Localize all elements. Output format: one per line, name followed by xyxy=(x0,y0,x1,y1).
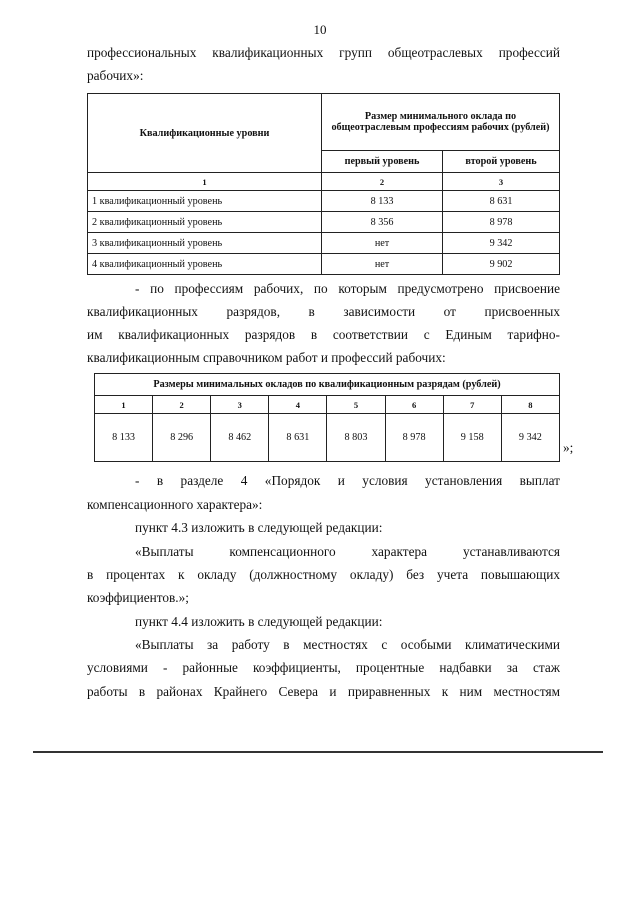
col-num-1: 1 xyxy=(88,173,322,191)
header-min-salary: Размер минимального оклада по общеотраслевым профессиям рабочих (рублей) xyxy=(322,94,560,151)
body-line-2: компенсационного характера»: xyxy=(87,497,263,512)
para2-line-1: - по профессиям рабочих, по которым предусмотрено присвоение xyxy=(135,281,560,296)
table-row xyxy=(88,212,560,233)
header-qualification-levels: Квалификационные уровни xyxy=(88,94,322,173)
intro-line-1: профессиональных квалификационных групп общеотраслевых профессий xyxy=(87,45,560,60)
body-line-7: пункт 4.4 изложить в следующей редакции: xyxy=(135,614,383,629)
grade-header: 7 xyxy=(443,396,501,414)
row-second-value: 9 902 xyxy=(443,254,560,275)
grade-header: 1 xyxy=(95,396,153,414)
header-first-level: первый уровень xyxy=(322,151,443,173)
grade-value: 9 158 xyxy=(443,414,501,462)
row-label: 2 квалификационный уровень xyxy=(88,212,322,233)
row-label: 4 квалификационный уровень xyxy=(88,254,322,275)
row-second-value: 9 342 xyxy=(443,233,560,254)
bottom-divider xyxy=(33,751,603,753)
row-second-value: 8 978 xyxy=(443,212,560,233)
row-label: 3 квалификационный уровень xyxy=(88,233,322,254)
header-second-level: второй уровень xyxy=(443,151,560,173)
table-row xyxy=(88,191,560,212)
body-line-8: «Выплаты за работу в местностях с особыми климатическими xyxy=(135,637,560,652)
grade-value: 8 462 xyxy=(211,414,269,462)
grade-header: 3 xyxy=(211,396,269,414)
grade-value: 8 978 xyxy=(385,414,443,462)
table-row xyxy=(88,254,560,275)
row-first-value: нет xyxy=(322,254,443,275)
col-num-3: 3 xyxy=(443,173,560,191)
grade-header: 6 xyxy=(385,396,443,414)
table-closing-quote: »; xyxy=(563,440,574,455)
para2-line-4: квалификационным справочником работ и профессий рабочих: xyxy=(87,350,446,365)
grade-value: 8 631 xyxy=(269,414,327,462)
grades-table-title: Размеры минимальных окладов по квалификационным разрядам (рублей) xyxy=(95,374,560,396)
body-line-9: условиями - районные коэффициенты, процентные надбавки за стаж xyxy=(87,660,560,675)
para2-line-3: им квалификационных разрядов в соответствии с Единым тарифно- xyxy=(87,327,560,342)
row-first-value: 8 356 xyxy=(322,212,443,233)
grade-value: 9 342 xyxy=(501,414,559,462)
intro-line-2: рабочих»: xyxy=(87,68,144,83)
row-first-value: нет xyxy=(322,233,443,254)
table-row xyxy=(88,233,560,254)
body-line-5: в процентах к окладу (должностному окладу) без учета повышающих xyxy=(87,567,560,582)
row-first-value: 8 133 xyxy=(322,191,443,212)
grades-header-row xyxy=(95,396,560,414)
para2-line-2: квалификационных разрядов, в зависимости от присвоенных xyxy=(87,304,560,319)
grade-value: 8 133 xyxy=(95,414,153,462)
grade-header: 5 xyxy=(327,396,385,414)
row-second-value: 8 631 xyxy=(443,191,560,212)
body-line-10: работы в районах Крайнего Севера и приравненных к ним местностям xyxy=(87,684,560,699)
body-line-3: пункт 4.3 изложить в следующей редакции: xyxy=(135,520,383,535)
row-label: 1 квалификационный уровень xyxy=(88,191,322,212)
grade-header: 8 xyxy=(501,396,559,414)
qualification-levels-table xyxy=(87,93,560,275)
grades-values-row xyxy=(95,414,560,462)
grade-header: 2 xyxy=(153,396,211,414)
page-number: 10 xyxy=(313,22,327,37)
body-line-6: коэффициентов.»; xyxy=(87,590,189,605)
grade-value: 8 803 xyxy=(327,414,385,462)
column-number-row xyxy=(88,173,560,191)
qualification-grades-table xyxy=(94,373,560,462)
col-num-2: 2 xyxy=(322,173,443,191)
grade-value: 8 296 xyxy=(153,414,211,462)
body-line-1: - в разделе 4 «Порядок и условия установления выплат xyxy=(135,473,560,488)
grade-header: 4 xyxy=(269,396,327,414)
body-line-4: «Выплаты компенсационного характера устанавливаются xyxy=(135,544,560,559)
